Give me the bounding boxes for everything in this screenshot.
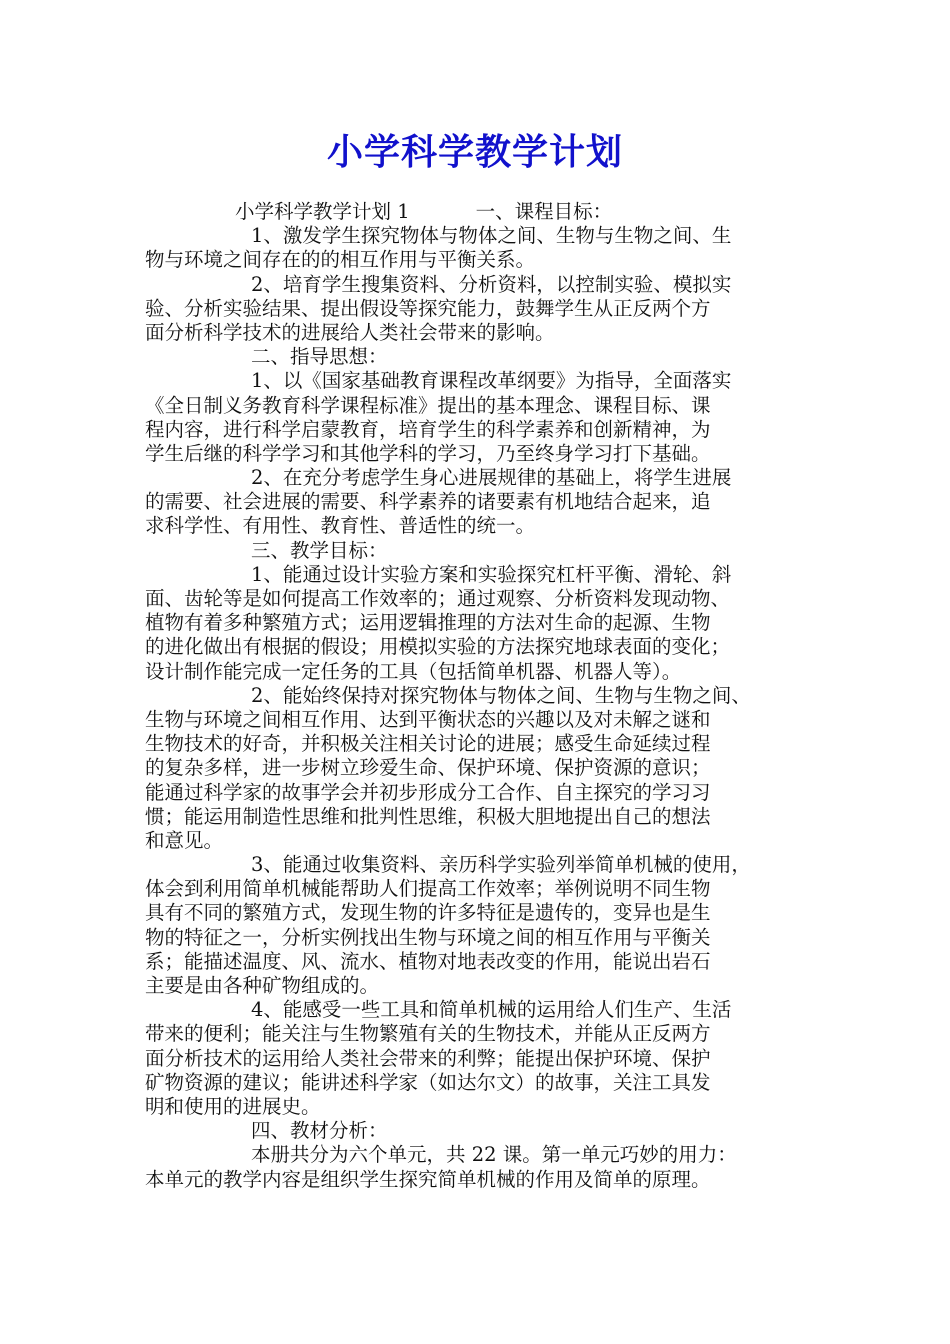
paragraph-line: 1、以《国家基础教育课程改革纲要》为指导，全面落实 xyxy=(251,369,732,393)
paragraph-line: 2、培育学生搜集资料、分析资料，以控制实验、模拟实 xyxy=(251,272,732,296)
paragraph-line: 具有不同的繁殖方式，发现生物的许多特征是遗传的，变异也是生 xyxy=(145,901,711,925)
paragraph-line: 1、能通过设计实验方案和实验探究杠杆平衡、滑轮、斜 xyxy=(251,562,732,586)
paragraph-line: 生物技术的好奇，并积极关注相关讨论的进展；感受生命延续过程 xyxy=(145,732,711,756)
paragraph-line: 和意见。 xyxy=(145,828,224,852)
paragraph-line: 求科学性、有用性、教育性、普适性的统一。 xyxy=(145,514,536,538)
paragraph-line: 设计制作能完成一定任务的工具（包括简单机器、机器人等）。 xyxy=(145,659,682,683)
paragraph-line: 能通过科学家的故事学会并初步形成分工合作、自主探究的学习习 xyxy=(145,780,711,804)
paragraph-line: 物的特征之一，分析实例找出生物与环境之间的相互作用与平衡关 xyxy=(145,925,711,949)
paragraph-line: 面分析科学技术的进展给人类社会带来的影响。 xyxy=(145,320,555,344)
paragraph-line: 带来的便利；能关注与生物繁殖有关的生物技术，并能从正反两方 xyxy=(145,1022,711,1046)
paragraph-line: 3、能通过收集资料、亲历科学实验列举简单机械的使用， xyxy=(251,853,751,877)
paragraph-line: 体会到利用简单机械能帮助人们提高工作效率；举例说明不同生物 xyxy=(145,877,711,901)
paragraph-line: 系；能描述温度、风、流水、植物对地表改变的作用，能说出岩石 xyxy=(145,949,711,973)
paragraph-line: 面分析技术的运用给人类社会带来的利弊；能提出保护环境、保护 xyxy=(145,1046,711,1070)
paragraph-line: 本册共分为六个单元，共 22 课。第一单元巧妙的用力： xyxy=(251,1143,737,1167)
section-heading: 三、教学目标： xyxy=(251,538,388,562)
section-heading: 一、课程目标： xyxy=(475,200,613,223)
paragraph-line: 植物有着多种繁殖方式；运用逻辑推理的方法对生命的起源、生物 xyxy=(145,611,711,635)
paragraph-line: 面、齿轮等是如何提高工作效率的；通过观察、分析资料发现动物、 xyxy=(145,587,731,610)
paragraph-line: 的需要、社会进展的需要、科学素养的诸要素有机地结合起来，追 xyxy=(145,490,711,514)
paragraph-line: 1、激发学生探究物体与物体之间、生物与生物之间、生 xyxy=(251,224,732,248)
paragraph-line: 矿物资源的建议；能讲述科学家（如达尔文）的故事，关注工具发 xyxy=(145,1070,711,1094)
paragraph-line: 2、在充分考虑学生身心进展规律的基础上，将学生进展 xyxy=(251,466,732,490)
paragraph-line: 明和使用的进展史。 xyxy=(145,1094,321,1118)
paragraph-line: 4、能感受一些工具和简单机械的运用给人们生产、生活 xyxy=(251,998,732,1022)
paragraph-line: 2、能始终保持对探究物体与物体之间、生物与生物之间、 xyxy=(251,683,751,707)
section-heading: 四、教材分析： xyxy=(251,1119,388,1143)
paragraph-line: 生物与环境之间相互作用、达到平衡状态的兴趣以及对未解之谜和 xyxy=(145,707,711,731)
paragraph-line: 学生后继的科学学习和其他学科的学习，乃至终身学习打下基础。 xyxy=(145,441,711,465)
paragraph-line: 物与环境之间存在的的相互作用与平衡关系。 xyxy=(145,248,536,272)
paragraph-line: 《全日制义务教育科学课程标准》提出的基本理念、课程目标、课 xyxy=(145,393,711,417)
paragraph-line: 验、分析实验结果、提出假设等探究能力，鼓舞学生从正反两个方 xyxy=(145,296,711,320)
paragraph-line: 本单元的教学内容是组织学生探究简单机械的作用及简单的原理。 xyxy=(145,1167,711,1191)
paragraph-line: 的进化做出有根据的假设；用模拟实验的方法探究地球表面的变化； xyxy=(145,635,731,659)
document-body xyxy=(145,200,817,1192)
paragraph-line: 主要是由各种矿物组成的。 xyxy=(145,974,380,997)
plan-subtitle: 小学科学教学计划 1 xyxy=(235,200,410,223)
paragraph-line xyxy=(145,200,817,224)
section-heading: 二、指导思想： xyxy=(251,345,388,369)
paragraph-line: 的复杂多样，进一步树立珍爱生命、保护环境、保护资源的意识； xyxy=(145,756,711,780)
paragraph-line: 惯；能运用制造性思维和批判性思维，积极大胆地提出自己的想法 xyxy=(145,804,711,828)
paragraph-line: 程内容，进行科学启蒙教育，培育学生的科学素养和创新精神，为 xyxy=(145,417,711,441)
document-title: 小学科学教学计划 xyxy=(326,131,623,173)
